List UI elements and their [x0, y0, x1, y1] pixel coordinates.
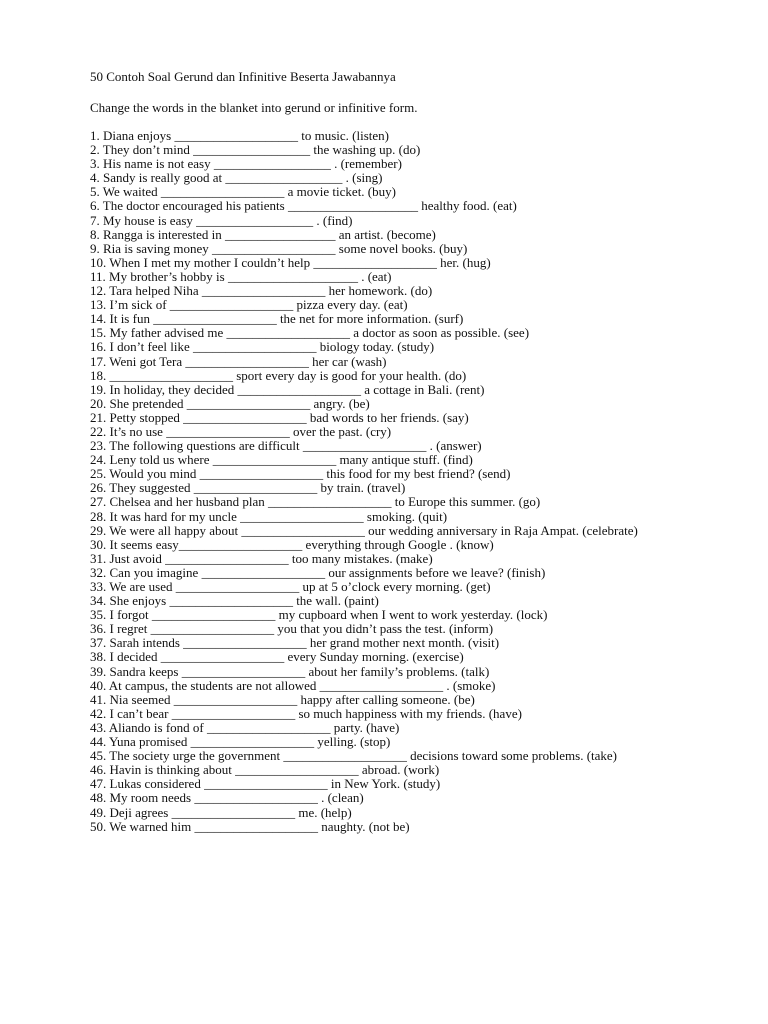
question-item: 41. Nia seemed ___________________ happy after calling someone. (be)	[90, 691, 475, 707]
question-item: 19. In holiday, they decided ___________________ a cottage in Bali. (rent)	[90, 381, 485, 397]
question-item: 28. It was hard for my uncle ___________________ smoking. (quit)	[90, 508, 448, 524]
question-item: 40. At campus, the students are not allowed ___________________ . (smoke)	[90, 677, 496, 693]
question-item: 36. I regret ___________________ you that you didn’t pass the test. (inform)	[90, 621, 494, 637]
document-page	[90, 70, 690, 834]
question-item: 34. She enjoys ___________________ the wall. (paint)	[90, 593, 379, 609]
question-item: 43. Aliando is fond of ___________________ party. (have)	[90, 719, 400, 735]
instruction-text: Change the words in the blanket into gerund or infinitive form.	[90, 100, 418, 115]
question-item: 10. When I met my mother I couldn’t help ___________________ her. (hug)	[90, 254, 491, 270]
question-item: 31. Just avoid ___________________ too many mistakes. (make)	[90, 550, 433, 566]
question-item: 39. Sandra keeps ___________________ about her family’s problems. (talk)	[90, 663, 490, 679]
question-item: 13. I’m sick of ___________________ pizza every day. (eat)	[90, 297, 408, 313]
question-item: 21. Petty stopped ___________________ bad words to her friends. (say)	[90, 409, 469, 425]
question-item: 32. Can you imagine ___________________ our assignments before we leave? (finish)	[90, 564, 546, 580]
question-item: 46. Havin is thinking about ___________________ abroad. (work)	[90, 762, 440, 778]
question-item: 1. Diana enjoys ___________________ to music. (listen)	[90, 128, 389, 143]
question-item: 8. Rangga is interested in _________________ an artist. (become)	[90, 226, 436, 242]
question-item: 9. Ria is saving money ___________________ some novel books. (buy)	[90, 240, 468, 256]
question-item: 47. Lukas considered ___________________ in New York. (study)	[90, 776, 441, 792]
question-item: 25. Would you mind ___________________ this food for my best friend? (send)	[90, 466, 511, 482]
question-item: 4. Sandy is really good at __________________ . (sing)	[90, 170, 383, 186]
question-item: 50. We warned him ___________________ naughty. (not be)	[90, 818, 410, 834]
question-item: 33. We are used ___________________ up at 5 o’clock every morning. (get)	[90, 579, 491, 594]
question-item: 14. It is fun ___________________ the net for more information. (surf)	[90, 311, 464, 327]
question-item: 45. The society urge the government ___________________ decisions toward some problems. (take)	[90, 748, 618, 764]
question-item: 49. Deji agrees ___________________ me. (help)	[90, 804, 352, 820]
question-item: 3. His name is not easy __________________ . (remember)	[90, 156, 402, 172]
question-item: 17. Weni got Tera ___________________ her car (wash)	[90, 353, 387, 369]
question-item: 7. My house is easy __________________ . (find)	[90, 212, 353, 228]
question-item: 2. They don’t mind __________________ the washing up. (do)	[90, 142, 421, 158]
question-list	[90, 129, 690, 834]
question-item: 12. Tara helped Niha ___________________ her homework. (do)	[90, 283, 433, 299]
question-item: 37. Sarah intends ___________________ her grand mother next month. (visit)	[90, 635, 500, 651]
question-item: 5. We waited ___________________ a movie ticket. (buy)	[90, 184, 396, 200]
question-item: 15. My father advised me ___________________ a doctor as soon as possible. (see)	[90, 325, 530, 341]
document-title: 50 Contoh Soal Gerund dan Infinitive Beserta Jawabannya	[90, 69, 396, 84]
question-item: 26. They suggested ___________________ by train. (travel)	[90, 480, 406, 496]
question-item: 48. My room needs ___________________ . (clean)	[90, 790, 364, 806]
question-item: 30. It seems easy___________________ everything through Google . (know)	[90, 536, 494, 552]
question-item: 6. The doctor encouraged his patients ____________________ healthy food. (eat)	[90, 198, 517, 214]
question-item: 23. The following questions are difficult ___________________ . (answer)	[90, 438, 482, 454]
question-item: 18. ___________________ sport every day is good for your health. (do)	[90, 367, 467, 383]
question-item: 27. Chelsea and her husband plan ___________________ to Europe this summer. (go)	[90, 494, 541, 510]
question-item: 38. I decided ___________________ every Sunday morning. (exercise)	[90, 649, 464, 665]
question-item: 35. I forgot ___________________ my cupboard when I went to work yesterday. (lock)	[90, 607, 548, 623]
question-item: 16. I don’t feel like ___________________ biology today. (study)	[90, 339, 435, 355]
question-item: 22. It’s no use ___________________ over the past. (cry)	[90, 423, 392, 439]
question-item: 24. Leny told us where ___________________ many antique stuff. (find)	[90, 452, 473, 468]
question-item: 44. Yuna promised ___________________ yelling. (stop)	[90, 734, 391, 750]
question-item: 42. I can’t bear ___________________ so much happiness with my friends. (have)	[90, 705, 522, 721]
question-item: 11. My brother’s hobby is ____________________ . (eat)	[90, 268, 392, 284]
question-item: 20. She pretended ___________________ angry. (be)	[90, 395, 370, 411]
question-item: 29. We were all happy about ___________________ our wedding anniversary in Raja Ampat. (celebrate)	[90, 522, 638, 538]
